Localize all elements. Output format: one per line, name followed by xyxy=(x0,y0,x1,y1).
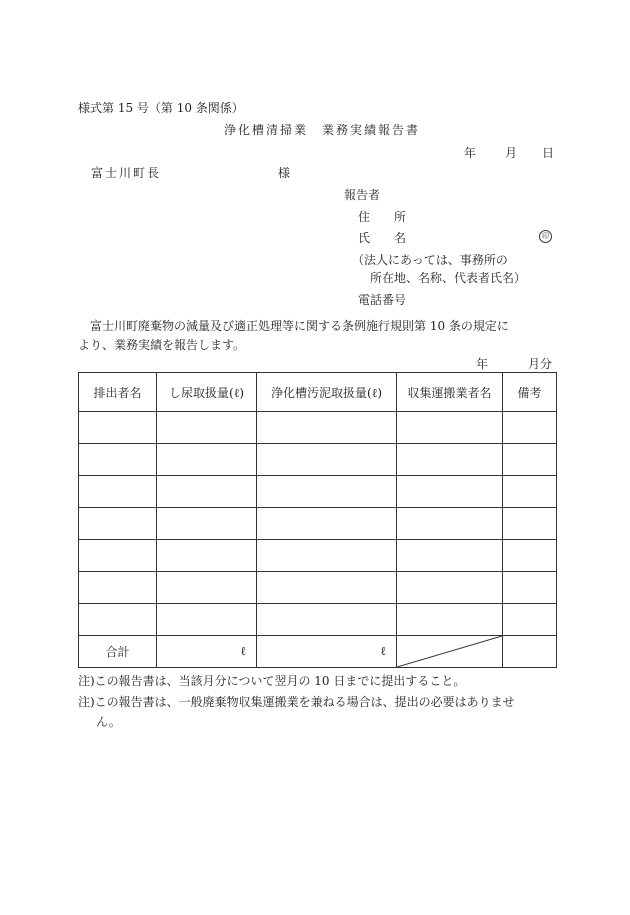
total-remarks[interactable] xyxy=(503,636,557,668)
report-table xyxy=(78,372,557,668)
cell-collector-name[interactable] xyxy=(397,476,503,508)
total-night-soil-unit[interactable]: ℓ xyxy=(157,636,257,668)
header-remarks: 備考 xyxy=(503,373,557,412)
body-text-line2: より、業務実績を報告します。 xyxy=(78,338,246,352)
form-number: 様式第 15 号（第 10 条関係） xyxy=(78,101,244,115)
note-1: 注)この報告書は、当該月分について翌月の 10 日までに提出すること。 xyxy=(78,674,466,688)
table-row xyxy=(79,476,557,508)
cell-septic-sludge-amount[interactable] xyxy=(257,604,397,636)
cell-septic-sludge-amount[interactable] xyxy=(257,412,397,444)
reporter-note-line1: （法人にあっては、事務所の xyxy=(352,253,508,267)
addressee-name: 富士川町長 xyxy=(91,166,162,180)
cell-collector-name[interactable] xyxy=(397,604,503,636)
total-collector-diagonal xyxy=(397,636,503,668)
phone-label: 電話番号 xyxy=(358,293,407,307)
cell-night-soil-amount[interactable] xyxy=(157,508,257,540)
cell-remarks[interactable] xyxy=(503,476,557,508)
diagonal-strike-line xyxy=(397,636,502,667)
cell-septic-sludge-amount[interactable] xyxy=(257,444,397,476)
name-label: 氏 名 xyxy=(358,231,407,245)
document-title: 浄化槽清掃業 業務実績報告書 xyxy=(224,123,421,137)
date-month-label: 月 xyxy=(505,146,518,160)
date-day-label: 日 xyxy=(542,146,555,160)
reporter-heading: 報告者 xyxy=(344,188,381,202)
cell-collector-name[interactable] xyxy=(397,412,503,444)
note-2: 注)この報告書は、一般廃棄物収集運搬業を兼ねる場合は、提出の必要はありませ xyxy=(78,695,515,709)
header-discharger-name: 排出者名 xyxy=(79,373,157,412)
cell-remarks[interactable] xyxy=(503,604,557,636)
cell-collector-name[interactable] xyxy=(397,444,503,476)
total-row xyxy=(79,636,557,668)
reporter-note-line2: 所在地、名称、代表者氏名） xyxy=(370,271,527,285)
cell-remarks[interactable] xyxy=(503,412,557,444)
period-year-label: 年 xyxy=(476,357,489,371)
cell-remarks[interactable] xyxy=(503,572,557,604)
header-night-soil-amount: し尿取扱量(ℓ) xyxy=(157,373,257,412)
cell-collector-name[interactable] xyxy=(397,572,503,604)
cell-night-soil-amount[interactable] xyxy=(157,572,257,604)
cell-septic-sludge-amount[interactable] xyxy=(257,508,397,540)
header-collector-name: 収集運搬業者名 xyxy=(397,373,503,412)
addressee-honorific: 様 xyxy=(278,166,291,180)
period-month-label: 月分 xyxy=(528,357,553,371)
date-year-label: 年 xyxy=(464,146,477,160)
cell-discharger-name[interactable] xyxy=(79,412,157,444)
cell-discharger-name[interactable] xyxy=(79,540,157,572)
table-row xyxy=(79,508,557,540)
cell-septic-sludge-amount[interactable] xyxy=(257,572,397,604)
total-label: 合計 xyxy=(79,636,157,668)
table-row xyxy=(79,444,557,476)
cell-remarks[interactable] xyxy=(503,540,557,572)
cell-discharger-name[interactable] xyxy=(79,476,157,508)
cell-septic-sludge-amount[interactable] xyxy=(257,540,397,572)
cell-remarks[interactable] xyxy=(503,444,557,476)
cell-night-soil-amount[interactable] xyxy=(157,476,257,508)
cell-collector-name[interactable] xyxy=(397,508,503,540)
table-row xyxy=(79,572,557,604)
table-row xyxy=(79,540,557,572)
cell-discharger-name[interactable] xyxy=(79,508,157,540)
address-label: 住 所 xyxy=(358,210,407,224)
note-2-continued: ん。 xyxy=(96,715,121,729)
body-text-line1: 富士川町廃棄物の減量及び適正処理等に関する条例施行規則第 10 条の規定に xyxy=(90,319,509,333)
cell-night-soil-amount[interactable] xyxy=(157,604,257,636)
cell-collector-name[interactable] xyxy=(397,540,503,572)
cell-septic-sludge-amount[interactable] xyxy=(257,476,397,508)
cell-discharger-name[interactable] xyxy=(79,572,157,604)
cell-discharger-name[interactable] xyxy=(79,604,157,636)
cell-remarks[interactable] xyxy=(503,508,557,540)
cell-discharger-name[interactable] xyxy=(79,444,157,476)
total-septic-sludge-unit[interactable]: ℓ xyxy=(257,636,397,668)
seal-icon: 印 xyxy=(539,230,552,243)
cell-night-soil-amount[interactable] xyxy=(157,540,257,572)
cell-night-soil-amount[interactable] xyxy=(157,444,257,476)
table-header-row xyxy=(79,373,557,412)
table-row xyxy=(79,604,557,636)
table-row xyxy=(79,412,557,444)
header-septic-sludge-amount: 浄化槽汚泥取扱量(ℓ) xyxy=(257,373,397,412)
cell-night-soil-amount[interactable] xyxy=(157,412,257,444)
